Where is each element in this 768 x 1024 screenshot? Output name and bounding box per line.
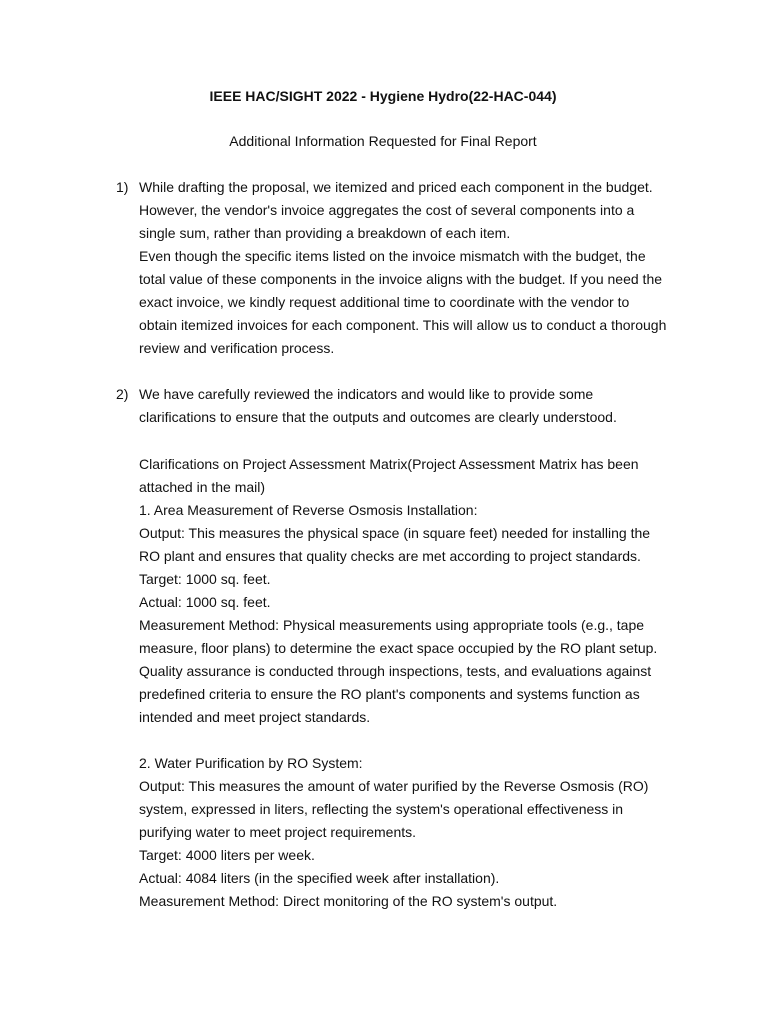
- list-item-number: 2): [116, 386, 129, 402]
- water-purification-section: [139, 752, 684, 913]
- text-line: total value of these components in the invoice aligns with the budget. If you need the: [139, 271, 663, 287]
- text-line: Measurement Method: Physical measurements using appropriate tools (e.g., tape: [139, 617, 645, 633]
- text-line: Target: 4000 liters per week.: [139, 847, 315, 863]
- text-line: However, the vendor's invoice aggregates the cost of several components into a: [139, 202, 635, 218]
- text-line: Measurement Method: Direct monitoring of the RO system's output.: [139, 893, 558, 909]
- text-line: Actual: 4084 liters (in the specified week after installation).: [139, 870, 500, 886]
- text-line: exact invoice, we kindly request additional time to coordinate with the vendor to: [139, 294, 630, 310]
- text-line: review and verification process.: [139, 340, 335, 356]
- list-item-text: [139, 176, 679, 360]
- text-line: Output: This measures the physical space (in square feet) needed for installing the: [139, 525, 651, 541]
- clarifications-section: [139, 453, 684, 729]
- text-line: measure, floor plans) to determine the exact space occupied by the RO plant setup.: [139, 640, 658, 656]
- text-line: Quality assurance is conducted through inspections, tests, and evaluations against: [139, 663, 652, 679]
- text-line: intended and meet project standards.: [139, 709, 371, 725]
- text-line: purifying water to meet project requirements.: [139, 824, 417, 840]
- list-item-text: [139, 383, 679, 429]
- text-line: Output: This measures the amount of water purified by the Reverse Osmosis (RO): [139, 778, 649, 794]
- text-line: Actual: 1000 sq. feet.: [139, 594, 271, 610]
- text-line: RO plant and ensures that quality checks are met according to project standards.: [139, 548, 641, 564]
- text-line: attached in the mail): [139, 479, 266, 495]
- text-line: Even though the specific items listed on the invoice mismatch with the budget, the: [139, 248, 646, 264]
- document-subtitle: Additional Information Requested for Final Report: [229, 133, 537, 149]
- text-line: We have carefully reviewed the indicators and would like to provide some: [139, 386, 594, 402]
- text-line: single sum, rather than providing a breakdown of each item.: [139, 225, 511, 241]
- text-line: clarifications to ensure that the outputs and outcomes are clearly understood.: [139, 409, 617, 425]
- text-line: While drafting the proposal, we itemized and priced each component in the budget.: [139, 179, 653, 195]
- text-line: 1. Area Measurement of Reverse Osmosis Installation:: [139, 502, 478, 518]
- list-item-number: 1): [116, 179, 129, 195]
- text-line: 2. Water Purification by RO System:: [139, 755, 363, 771]
- text-line: Target: 1000 sq. feet.: [139, 571, 271, 587]
- text-line: Clarifications on Project Assessment Matrix(Project Assessment Matrix has been: [139, 456, 639, 472]
- text-line: system, expressed in liters, reflecting the system's operational effectiveness in: [139, 801, 624, 817]
- document-title: IEEE HAC/SIGHT 2022 - Hygiene Hydro(22-HAC-044): [209, 88, 557, 104]
- text-line: predefined criteria to ensure the RO plant's components and systems function as: [139, 686, 640, 702]
- text-line: obtain itemized invoices for each component. This will allow us to conduct a thorough: [139, 317, 667, 333]
